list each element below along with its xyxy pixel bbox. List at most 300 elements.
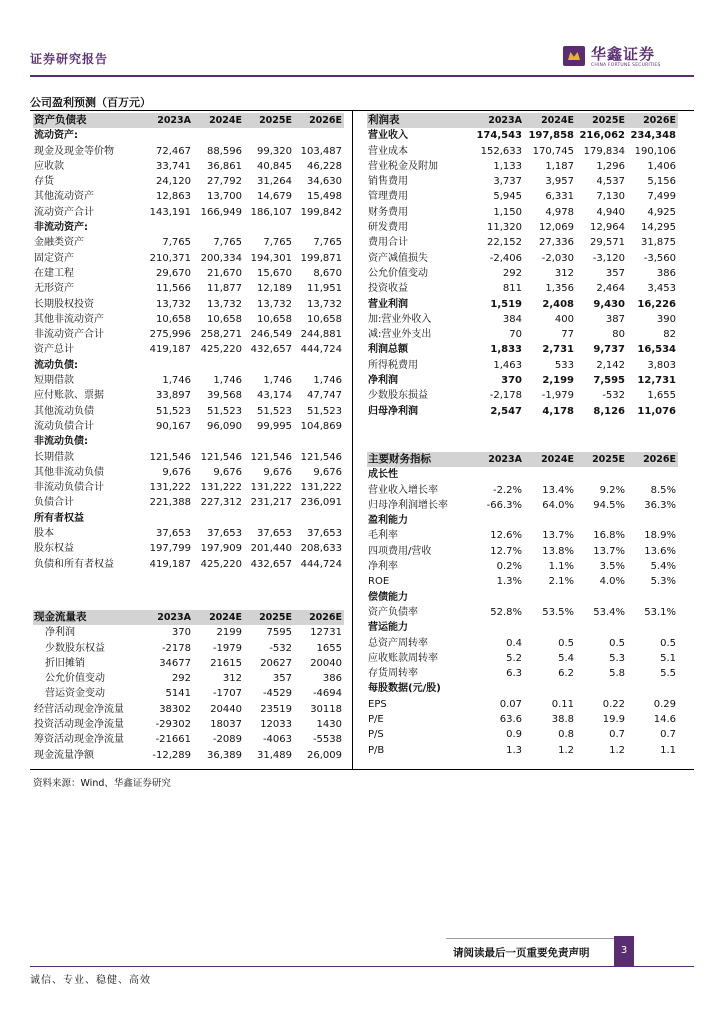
table-row (367, 697, 678, 712)
table-subheading-row (33, 434, 344, 449)
cell-value: 104,869 (300, 420, 342, 432)
row-label: 非流动负债: (34, 436, 88, 448)
cell-value (524, 620, 576, 635)
cell-value: 26,009 (307, 749, 342, 761)
cell-value: 357 (272, 673, 292, 685)
table-row (33, 174, 344, 189)
table-row (33, 717, 344, 732)
cell-value: 82 (663, 329, 676, 341)
cell-value: 384 (502, 313, 522, 325)
cell-value: 400 (554, 313, 574, 325)
table-row (367, 666, 678, 681)
row-label: 营业收入增长率 (368, 484, 438, 496)
table-row (33, 557, 344, 572)
cell-value (627, 681, 678, 696)
year-header: 2025E (244, 610, 294, 625)
row-label: 营业成本 (368, 145, 408, 157)
cell-value: 3,453 (647, 283, 676, 295)
cell-value: 34,630 (307, 176, 342, 188)
cell-value: -66.3% (486, 499, 522, 511)
table-row (367, 220, 678, 235)
cell-value: 1.2 (609, 744, 625, 756)
table-top-rule (30, 110, 694, 111)
cell-value: 88,596 (207, 145, 242, 157)
cell-value: 5.5 (660, 668, 676, 680)
cell-value: 51,523 (207, 405, 242, 417)
cell-value: 386 (322, 673, 342, 685)
cell-value: -1707 (212, 688, 242, 700)
cell-value: 5.3 (609, 652, 625, 664)
cell-value: 7595 (266, 627, 292, 639)
cell-value: -2,406 (489, 252, 522, 264)
cell-value: 5.2 (506, 652, 522, 664)
cell-value: 5.1 (660, 652, 676, 664)
table-subheading-row (367, 620, 678, 635)
cell-value (294, 128, 344, 143)
row-label: 盈利能力 (368, 515, 408, 527)
cell-value: 27,336 (539, 237, 574, 249)
cell-value: 20440 (210, 703, 242, 715)
row-label: 非流动资产: (34, 222, 88, 234)
cash-flow-table (33, 610, 344, 763)
cell-value: 47,747 (307, 390, 342, 402)
report-type-title: 证券研究报告 (30, 52, 109, 66)
cell-value: -2,178 (489, 390, 522, 402)
cell-value: -3,560 (643, 252, 676, 264)
cell-value: 11,566 (156, 283, 191, 295)
disclaimer-notice: 请阅读最后一页重要免责声明 (453, 947, 590, 959)
table-row (33, 404, 344, 419)
row-label: 费用合计 (368, 237, 408, 249)
cell-value (294, 220, 344, 235)
table-row (33, 495, 344, 510)
table-row (33, 450, 344, 465)
table-row (367, 297, 678, 312)
cell-value: 3,957 (545, 176, 574, 188)
cell-value (627, 467, 678, 482)
cell-value: 20040 (310, 657, 342, 669)
cell-value: 37,653 (257, 528, 292, 540)
row-label: 所得税费用 (368, 359, 418, 371)
cell-value: 432,657 (250, 558, 292, 570)
row-label: 现金流量净额 (34, 749, 94, 761)
cell-value: 190,106 (634, 145, 676, 157)
row-label: 销售费用 (368, 176, 408, 188)
cell-value: 5.4 (558, 652, 574, 664)
cell-value: 15,670 (257, 267, 292, 279)
cell-value: 1.3 (506, 744, 522, 756)
row-label: 其他非流动资产 (34, 313, 104, 325)
cell-value (146, 220, 193, 235)
cell-value: 21615 (210, 657, 242, 669)
cell-value: 9,676 (313, 466, 342, 478)
table-row (33, 526, 344, 541)
table-bottom-rule (30, 769, 694, 770)
row-label: 财务费用 (368, 206, 408, 218)
cell-value: 37,653 (156, 528, 191, 540)
cell-value: 292 (502, 267, 522, 279)
page-number: 3 (614, 936, 634, 966)
cell-value (627, 513, 678, 528)
footer-divider (30, 966, 694, 967)
cell-value: 39,568 (207, 390, 242, 402)
cell-value: 38.8 (551, 714, 574, 726)
table-row (33, 373, 344, 388)
cell-value: 94.5% (593, 499, 625, 511)
cell-value: 1.1% (548, 561, 574, 573)
row-label: 应收款 (34, 160, 64, 172)
table-row (367, 128, 678, 143)
cell-value (524, 681, 576, 696)
cell-value: 7,765 (162, 237, 191, 249)
cell-value: 4,978 (545, 206, 574, 218)
cell-value: 121,546 (300, 451, 342, 463)
cell-value: 13,732 (257, 298, 292, 310)
cell-value: 0.22 (602, 698, 625, 710)
cell-value (472, 620, 524, 635)
row-label: 利润总额 (368, 344, 408, 356)
year-header: 2024E (524, 113, 576, 128)
cell-value: 6,331 (545, 191, 574, 203)
cell-value: -5538 (312, 734, 342, 746)
row-label: 营运能力 (368, 622, 408, 634)
cell-value: -2089 (212, 734, 242, 746)
table-row (33, 312, 344, 327)
cell-value (524, 590, 576, 605)
cell-value: 0.2% (496, 561, 522, 573)
cell-value: -3,120 (592, 252, 625, 264)
row-label: 流动资产合计 (34, 206, 94, 218)
cell-value (146, 358, 193, 373)
cell-value: 197,858 (528, 130, 574, 142)
table-subheading-row (33, 358, 344, 373)
row-label: 加:营业外收入 (368, 313, 432, 325)
cell-value: 16.8% (593, 530, 625, 542)
cell-value: 40,845 (257, 160, 292, 172)
cell-value: 811 (502, 283, 522, 295)
cell-value: 8,670 (313, 267, 342, 279)
cell-value: 21,670 (207, 267, 242, 279)
cell-value: 131,222 (300, 482, 342, 494)
cell-value: 7,595 (593, 375, 625, 387)
year-header: 2026E (294, 610, 344, 625)
cell-value (524, 513, 576, 528)
row-label: 毛利率 (368, 530, 398, 542)
cell-value: 9,676 (213, 466, 242, 478)
cell-value: 208,633 (300, 543, 342, 555)
row-label: 少数股东损益 (368, 390, 428, 402)
cell-value (244, 434, 294, 449)
header-divider (30, 75, 694, 77)
cell-value: 10,658 (257, 313, 292, 325)
cell-value: -21661 (155, 734, 191, 746)
table-row (367, 559, 678, 574)
cell-value: 4,178 (542, 405, 574, 417)
row-label: 其他非流动负债 (34, 466, 104, 478)
row-label: 在建工程 (34, 267, 74, 279)
table-row (33, 159, 344, 174)
cell-value: 96,090 (207, 420, 242, 432)
row-label: 股本 (34, 528, 54, 540)
row-label: P/E (368, 714, 384, 726)
cell-value: 33,741 (156, 160, 191, 172)
year-header: 2025E (244, 113, 294, 128)
cell-value: 7,765 (313, 237, 342, 249)
cell-value: 22,152 (487, 237, 522, 249)
cell-value: -2,030 (541, 252, 574, 264)
cell-value: 179,834 (583, 145, 625, 157)
cell-value: -2178 (161, 642, 191, 654)
cell-value: 13.8% (542, 545, 574, 557)
table-row (367, 743, 678, 758)
year-header: 2025E (576, 452, 627, 467)
table-row (367, 281, 678, 296)
cell-value: 9,676 (263, 466, 292, 478)
cell-value (294, 511, 344, 526)
cell-value: 201,440 (250, 543, 292, 555)
table-row (33, 189, 344, 204)
cell-value: 199,871 (300, 252, 342, 264)
cell-value: 31,264 (257, 176, 292, 188)
table-subheading-row (367, 513, 678, 528)
cell-value (146, 434, 193, 449)
table-row (367, 483, 678, 498)
row-label: 长期股权投资 (34, 298, 94, 310)
cell-value: 0.8 (558, 729, 574, 741)
cell-value: 53.5% (542, 606, 574, 618)
row-label: 存货 (34, 176, 54, 188)
company-logo (563, 44, 688, 74)
table-row (33, 144, 344, 159)
cell-value: 13.4% (542, 484, 574, 496)
cell-value: 0.29 (653, 698, 676, 710)
cell-value: 2199 (216, 627, 242, 639)
cell-value: 24,120 (156, 176, 191, 188)
cell-value: 5,156 (647, 176, 676, 188)
cell-value: 63.6 (499, 714, 522, 726)
table-title: 利润表 (367, 113, 472, 128)
cell-value (576, 590, 627, 605)
row-label: 所有者权益 (34, 512, 84, 524)
table-row (33, 656, 344, 671)
year-header: 2026E (627, 452, 678, 467)
cell-value (576, 681, 627, 696)
cell-value: 36.3% (644, 499, 676, 511)
cell-value (524, 467, 576, 482)
cell-value: 4,940 (596, 206, 625, 218)
cell-value: 11,320 (487, 222, 522, 234)
cell-value: 51,523 (257, 405, 292, 417)
cell-value: 31,875 (641, 237, 676, 249)
row-label: 非流动负债合计 (34, 482, 104, 494)
cell-value: 0.7 (609, 729, 625, 741)
table-row (367, 159, 678, 174)
year-header: 2024E (193, 113, 244, 128)
cell-value: 6.2 (558, 668, 574, 680)
cell-value: 7,499 (647, 191, 676, 203)
table-row (33, 702, 344, 717)
row-label: 投资活动现金净流量 (34, 719, 124, 731)
table-row (367, 574, 678, 589)
cell-value: 166,949 (200, 206, 242, 218)
cell-value: 1,150 (493, 206, 522, 218)
cell-value (244, 358, 294, 373)
cell-value: 13,700 (207, 191, 242, 203)
cell-value: 10,658 (207, 313, 242, 325)
cell-value: 444,724 (300, 558, 342, 570)
cell-value (472, 467, 524, 482)
source-note: 资料来源：Wind、华鑫证券研究 (33, 778, 171, 789)
table-row (33, 641, 344, 656)
cell-value: 31,489 (257, 749, 292, 761)
cell-value: 80 (612, 329, 625, 341)
cell-value: 194,301 (250, 252, 292, 264)
cell-value: 0.4 (506, 637, 522, 649)
cell-value: 52.8% (490, 606, 522, 618)
cell-value: 13.6% (644, 545, 676, 557)
row-label: 应付账款、票据 (34, 390, 104, 402)
table-row (33, 235, 344, 250)
cell-value (146, 511, 193, 526)
cell-value (294, 434, 344, 449)
cell-value: 27,792 (207, 176, 242, 188)
cell-value: 231,217 (250, 497, 292, 509)
cell-value: 14,295 (641, 222, 676, 234)
row-label: 流动负债合计 (34, 420, 94, 432)
cell-value: 14,679 (257, 191, 292, 203)
table-row (33, 625, 344, 640)
cell-value: 5.8 (609, 668, 625, 680)
cell-value (244, 511, 294, 526)
cell-value: 0.9 (506, 729, 522, 741)
cell-value: 1,356 (545, 283, 574, 295)
cell-value: 5.3% (650, 576, 676, 588)
cell-value: 13.7% (593, 545, 625, 557)
cell-value: 121,546 (250, 451, 292, 463)
cell-value: 90,167 (156, 420, 191, 432)
cell-value (576, 620, 627, 635)
cell-value: 1.3% (496, 576, 522, 588)
cell-value: 2,464 (596, 283, 625, 295)
row-label: 其他流动负债 (34, 405, 94, 417)
row-label: 偿债能力 (368, 591, 408, 603)
row-label: 流动负债: (34, 359, 78, 371)
cell-value: 19.9 (602, 714, 625, 726)
cell-value: 1,746 (213, 375, 242, 387)
cell-value: 51,523 (307, 405, 342, 417)
cell-value: 13.7% (542, 530, 574, 542)
cell-value: 30118 (310, 703, 342, 715)
cell-value: 419,187 (149, 344, 191, 356)
cell-value: 131,222 (200, 482, 242, 494)
cell-value: 10,658 (307, 313, 342, 325)
cell-value: 2,547 (490, 405, 522, 417)
cell-value: 7,765 (213, 237, 242, 249)
cell-value: 12.7% (490, 545, 522, 557)
cell-value: 234,348 (630, 130, 676, 142)
cell-value: 131,222 (149, 482, 191, 494)
row-label: 筹资活动现金净流量 (34, 734, 124, 746)
year-header: 2024E (193, 610, 244, 625)
cell-value: 8.5% (650, 484, 676, 496)
cell-value (472, 681, 524, 696)
year-header: 2026E (627, 113, 678, 128)
cell-value: 12,964 (590, 222, 625, 234)
cell-value: 33,897 (156, 390, 191, 402)
cell-value: 6.3 (506, 668, 522, 680)
cell-value: 15,498 (307, 191, 342, 203)
cell-value: 18.9% (644, 530, 676, 542)
cell-value: 29,670 (156, 267, 191, 279)
cell-value: 7,765 (263, 237, 292, 249)
cell-value: -2.2% (492, 484, 522, 496)
table-row (367, 312, 678, 327)
cell-value: 275,996 (149, 329, 191, 341)
cell-value: 18037 (210, 719, 242, 731)
cell-value: 7,130 (596, 191, 625, 203)
cell-value: 16,226 (637, 298, 676, 310)
cell-value: 9,430 (593, 298, 625, 310)
cell-value: 37,653 (307, 528, 342, 540)
row-label: 存货周转率 (368, 668, 418, 680)
row-label: 净利润 (368, 375, 398, 387)
table-header-row (33, 610, 344, 625)
cell-value: 221,388 (149, 497, 191, 509)
cell-value: 2.1% (548, 576, 574, 588)
table-subheading-row (33, 511, 344, 526)
row-label: 公允价值变动 (368, 267, 428, 279)
table-header-row (367, 452, 678, 467)
row-label: 研发费用 (368, 222, 408, 234)
cell-value: 370 (171, 627, 191, 639)
table-title: 主要财务指标 (367, 452, 472, 467)
cell-value: 0.5 (660, 637, 676, 649)
row-label: P/S (368, 729, 384, 741)
row-label: 现金及现金等价物 (34, 145, 114, 157)
cell-value: 70 (509, 329, 522, 341)
cell-value (627, 620, 678, 635)
cell-value: 53.4% (593, 606, 625, 618)
cell-value: 16,534 (637, 344, 676, 356)
cell-value: 13,732 (307, 298, 342, 310)
cell-value: 1655 (316, 642, 342, 654)
cell-value: -29302 (155, 719, 191, 731)
cell-value: 236,091 (300, 497, 342, 509)
table-row (33, 541, 344, 556)
cell-value: 14.6 (653, 714, 676, 726)
cell-value: 5.4% (650, 561, 676, 573)
cell-value: 2,199 (542, 375, 574, 387)
cell-value: 0.5 (558, 637, 574, 649)
year-header: 2026E (294, 113, 344, 128)
cell-value: -1,979 (541, 390, 574, 402)
table-row (367, 205, 678, 220)
cell-value: 10,658 (156, 313, 191, 325)
row-label: 净利润 (45, 627, 75, 639)
year-header: 2025E (576, 113, 627, 128)
cell-value: 12.6% (490, 530, 522, 542)
cell-value (576, 467, 627, 482)
cell-value: -4694 (312, 688, 342, 700)
cell-value: 64.0% (542, 499, 574, 511)
section-title: 公司盈利预测（百万元） (30, 96, 151, 109)
table-row (367, 404, 678, 419)
row-label: 折旧摊销 (45, 657, 85, 669)
cell-value: 13,732 (207, 298, 242, 310)
table-row (367, 498, 678, 513)
table-row (367, 727, 678, 742)
cell-value: 1.2 (558, 744, 574, 756)
